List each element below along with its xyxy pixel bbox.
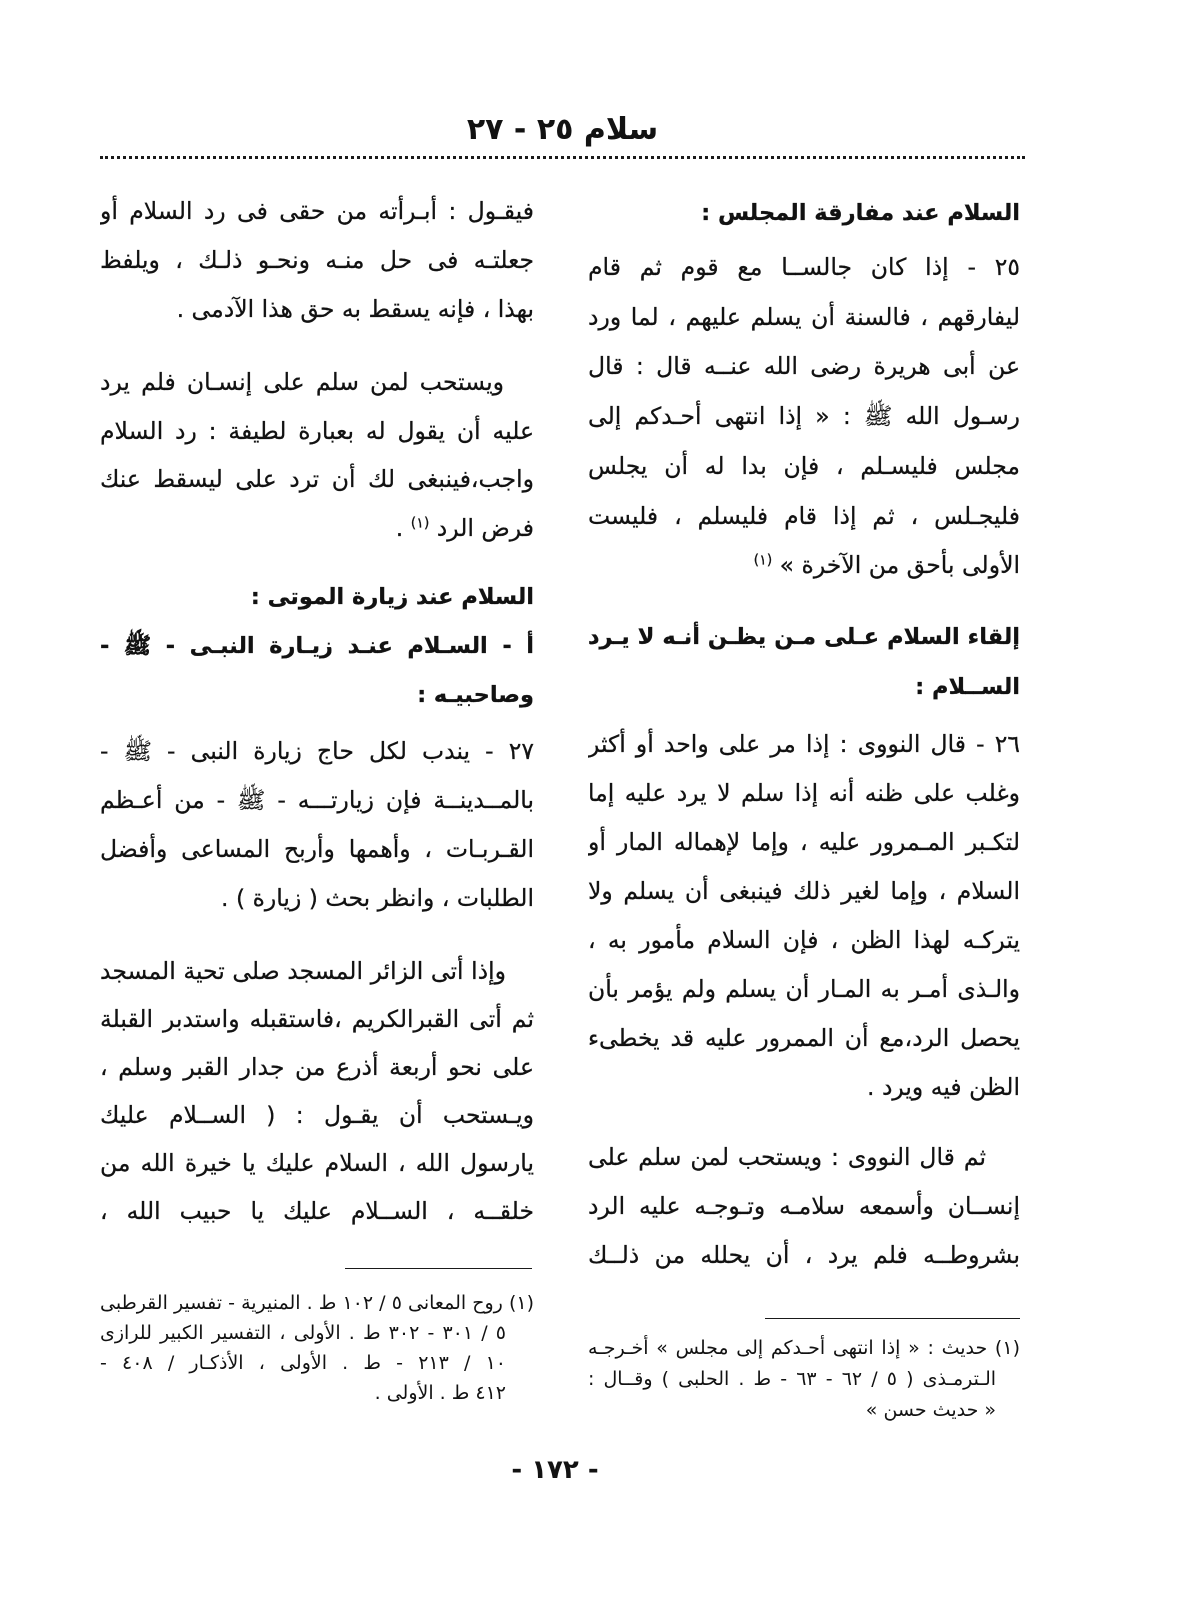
para-line: بهذا ، فإنه يسقط به حق هذا الآدمى . (176, 295, 534, 323)
footnote-line: (١) حديث : « إذا انتهى أحـدكم إلى مجلس » أخـرجـه (588, 1337, 1020, 1359)
para-line-tail: . (395, 513, 404, 542)
para-line: وغلب على ظنه أنه إذا سلم لا يرد عليه إما (588, 779, 1020, 807)
para-line (100, 504, 534, 553)
para-line: بالمــدينــة فإن زيارتـــه - ﷺ - من أعـظم (100, 786, 534, 814)
para-line: فليجـلس ، ثم إذا قام فليسلم ، فليست (588, 501, 1020, 530)
para-line: لتكـبر المـمرور عليه ، وإما لإهماله المار أو (588, 828, 1020, 856)
para-line: إنســان وأسمعه سلامـه وتـوجـه عليه الرد (588, 1192, 1020, 1220)
paragraph-radd (100, 358, 534, 552)
section-heading-line: إلقاء السلام عـلى مـن يظـن أنـه لا يـرد (588, 624, 1020, 650)
para-line: السلام ، وإما لغير ذلك فينبغى أن يسلم ولا (588, 877, 1020, 905)
para-line: ٢٥ - إذا كان جالســا مع قوم ثم قام (588, 253, 1020, 281)
para-line: يحصل الرد،مع أن الممرور عليه قد يخطىء (588, 1024, 1020, 1052)
footnote-line: ٥ / ٣٠١ - ٣٠٢ ط . الأولى ، التفسير الكبير للرازى (100, 1322, 506, 1344)
page-title: سلام ٢٥ - ٢٧ (466, 112, 659, 147)
para-line: مجلس فليسـلم ، فإن بدا له أن يجلس (588, 451, 1020, 480)
footnote-line: ٤١٢ ط . الأولى . (374, 1382, 506, 1404)
para-line: الظن فيه ويرد . (867, 1073, 1020, 1101)
para-line: بشروطــه فلم يرد ، أن يحلله من ذلــك (588, 1241, 1020, 1269)
footnote-line: ١٠ / ٢١٣ - ط . الأولى ، الأذكـار / ٤٠٨ - (100, 1352, 506, 1374)
footnote-ref: (١) (753, 552, 773, 569)
para-line: خلقــه ، الســلام عليك يا حبيب الله ، (100, 1197, 534, 1225)
section-heading: السلام عند مفارقة المجلس : (701, 200, 1020, 226)
para-line: ٢٦ - قال النووى : إذا مر على واحد أو أكثر (588, 730, 1020, 758)
para-line: وإذا أتى الزائر المسجد صلى تحية المسجد (100, 957, 506, 985)
para-line: ثم قال النووى : ويستحب لمن سلم على (588, 1143, 986, 1171)
header-dotted-rule (100, 156, 1025, 159)
para-line: عن أبى هريرة رضى الله عنــه قال : قال (588, 352, 1020, 381)
footnote-left (100, 1288, 534, 1408)
footnote-line: « حديث حسن » (865, 1399, 996, 1421)
para-line: ويـستحب أن يقـول : ( الســلام عليك (100, 1101, 534, 1129)
page-number: - ١٧٢ - (511, 1455, 599, 1485)
footnote-line: (١) روح المعانى ٥ / ١٠٢ ط . المنيرية - تفسير القرطبى (100, 1292, 534, 1314)
paragraph-ziyara (100, 947, 534, 1235)
para-line: يارسول الله ، السلام عليك يا خيرة الله من (100, 1149, 534, 1177)
paragraph-nawawi (588, 1133, 1020, 1280)
footnote-rule (345, 1268, 532, 1269)
para-line: فيقـول : أبـرأته من حقى فى رد السلام أو (100, 197, 534, 225)
para-line: عليه أن يقول له بعبارة لطيفة : رد السلام (100, 416, 534, 445)
para-line (588, 541, 1020, 591)
paragraph-25 (588, 243, 1020, 591)
para-line-text: فرض الرد (436, 513, 534, 542)
footnote-right (588, 1333, 1020, 1426)
paragraph-27 (100, 727, 534, 923)
para-line: ليفارقهم ، فالسنة أن يسلم عليهم ، لما ورد (588, 302, 1020, 331)
para-line: القـربـات ، وأهمها وأربح المساعى وأفضل (100, 835, 534, 863)
para-line: ٢٧ - يندب لكل حاج زيارة النبى - ﷺ - (100, 737, 534, 765)
right-heading-1 (588, 188, 1020, 238)
para-line: والـذى أمـر به المـار أن يسلم ولم يؤمر بأن (588, 975, 1020, 1003)
para-line: رسـول الله ﷺ : « إذا انتهى أحـدكم إلى (588, 402, 1020, 431)
para-line: ويستحب لمن سلم على إنسـان فلم يرد (100, 368, 504, 396)
section-heading-line: وصاحبيـه : (417, 682, 534, 708)
footnote-ref: (١) (410, 515, 430, 532)
para-line: الطلبات ، وانظر بحث ( زيارة ) . (221, 884, 534, 912)
section-heading-line: أ - السـلام عنـد زيـارة النبـى - ﷺ - (100, 633, 534, 659)
para-line: جعلتـه فى حل منـه ونحـو ذلـك ، ويلفظ (100, 246, 534, 274)
para-line-text: الأولى بأحق من الآخرة » (779, 551, 1020, 580)
para-line: يتركـه لهذا الظن ، فإن السلام مأمور به ، (588, 926, 1020, 954)
section-heading-line: السلام عند زيارة الموتى : (250, 584, 534, 610)
paragraph-26 (588, 720, 1020, 1112)
footnote-line: الـترمـذى ( ٥ / ٦٢ - ٦٣ - ط . الحلبى ) وقــال : (588, 1368, 997, 1390)
left-heading-3 (100, 573, 534, 720)
paragraph-ibra (100, 187, 534, 334)
para-line: ثم أتى القبرالكريم ،فاستقبله واستدبر القبلة (100, 1005, 534, 1033)
para-line: على نحو أربعة أذرع من جدار القبر وسلم ، (100, 1053, 534, 1081)
para-line: واجب،فينبغى لك أن ترد على ليسقط عنك (100, 465, 534, 494)
right-heading-2 (588, 612, 1020, 712)
footnote-rule (765, 1318, 1020, 1319)
section-heading-line: الســلام : (915, 674, 1020, 700)
